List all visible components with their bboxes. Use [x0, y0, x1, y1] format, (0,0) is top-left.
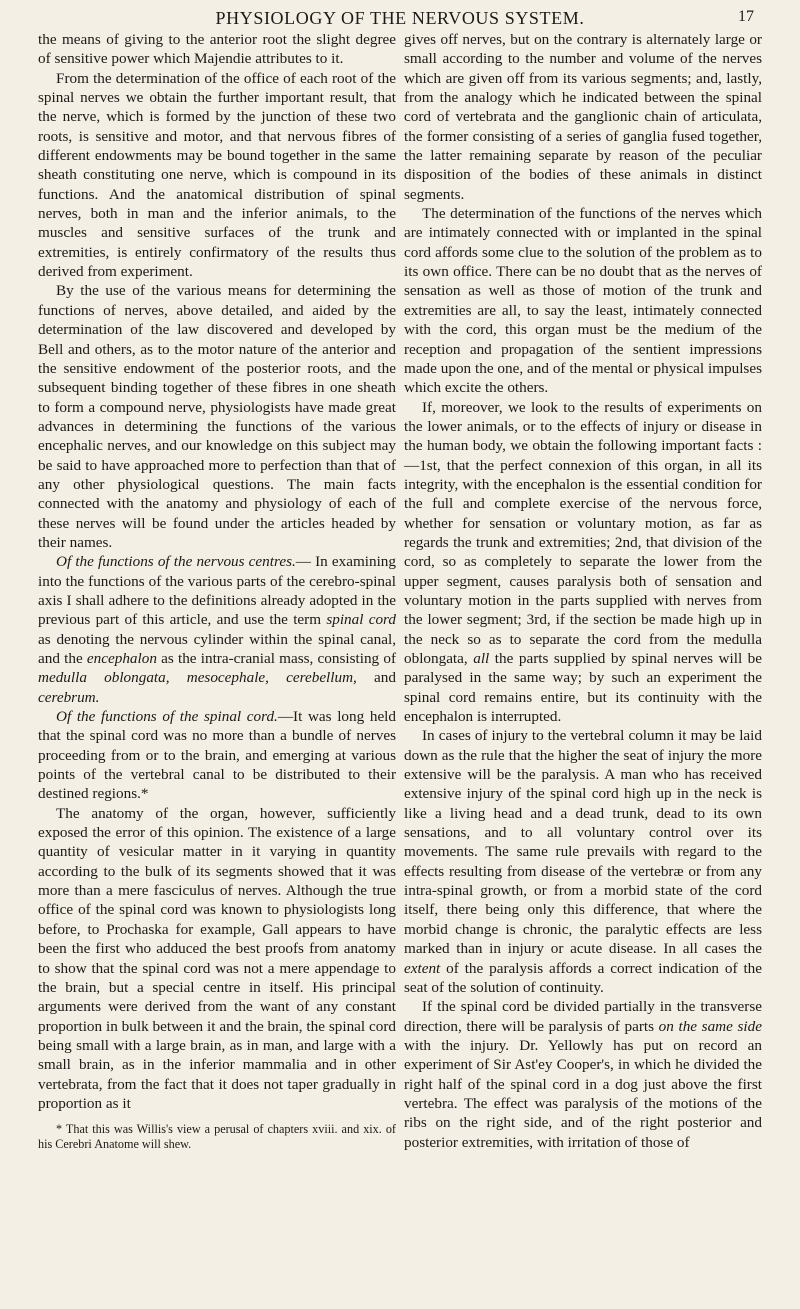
emphasis: extent	[404, 959, 441, 977]
text-run: and	[356, 669, 396, 687]
text-run: as denoting the nervous cylinder within the spinal canal, and the	[38, 630, 396, 667]
text-run: In cases of injury to the vertebral column it may be laid down as the rule that the higher the seat of injury the more extensive will be the paralysis. A man who has received extensive injury of the spinal cord high up in the neck is like a living head and a dead trunk, dead to its own sensations, and to all voluntary control over its movements. The same rule prevails with regard to the effects resulting from disease of the vertebræ or from any intra-spinal growth, or from a morbid state of the cord itself, there being only this difference, that where the morbid change is chronic, the paralytic effects are less marked than in injury or acute disease. In all cases the	[404, 727, 762, 958]
paragraph	[404, 997, 762, 1152]
text-run: If the spinal cord be divided partially in the transverse direction, there will be paralysis of parts	[404, 998, 762, 1035]
term: spinal cord	[326, 611, 396, 629]
term: encephalon	[86, 650, 157, 667]
emphasis: on the same side	[658, 1017, 762, 1035]
text-run: with the injury. Dr. Yellowly has put on record an experiment of Sir Ast'ey Cooper's, in which he divided the right half of the spinal cord in a dog just above the first vertebra. The effect was paralysis of the motions of the ribs on the right side, and of the right posterior and posterior extremities, with irritation of those of	[404, 1036, 762, 1151]
left-column	[38, 30, 396, 1152]
paragraph	[404, 398, 762, 727]
paragraph: From the determination of the office of each root of the spinal nerves we obtain the further important result, that the nerve, which is formed by the junction of these two roots, is sensitive and motor, and that nervous fibres of different endowments may be bound together in the same sheath constituting one nerve, which is compound in its functions. And the anatomical distribution of spinal nerves, both in man and the inferior animals, to the muscles and sensitive surfaces of the trunk and extremities, is entirely confirmatory of the results thus derived from experiment.	[38, 69, 396, 281]
paragraph	[38, 552, 396, 707]
text-run: the parts supplied by spinal nerves will be paralysed in the same way; by such an experiment the spinal cord remains entire, but its continuity with the encephalon is interrupted.	[404, 650, 763, 726]
right-column	[404, 30, 762, 1152]
text-run: as the intra-cranial mass, consisting of	[156, 650, 397, 667]
text-run: —It was long held that the spinal cord was no more than a bundle of nerves proceeding from or to the brain, and emerging at various points of the vertebral canal to be distributed to their destined regions.*	[38, 708, 396, 803]
section-heading: Of the functions of the spinal cord.	[56, 708, 278, 726]
page-number: 17	[738, 8, 754, 25]
footnote: * That this was Willis's view a perusal of chapters xviii. and xix. of his Cerebri Anatome will shew.	[38, 1122, 396, 1152]
paragraph: By the use of the various means for determining the functions of nerves, above detailed, and aided by the determination of the law discovered and developed by Bell and others, as to the motor nature of the anterior and the sensitive endowment of the posterior roots, and the subsequent binding together of these fibres in one sheath to form a compound nerve, physiologists have made great advances in determining the functions of the various encephalic nerves, and our knowledge on this subject may be said to have approached more to perfection than that of any other physiological questions. The main facts connected with the anatomy and physiology of each of these nerves will be found under the articles headed by their names.	[38, 282, 396, 551]
section-heading: Of the functions of the nervous centres.	[56, 553, 296, 571]
paragraph	[38, 707, 396, 804]
term: medulla oblongata, mesocephale, cerebellum,	[38, 669, 357, 687]
emphasis: all	[473, 650, 490, 667]
paragraph: the means of giving to the anterior root the slight degree of sensitive power which Majendie attributes to it.	[38, 31, 396, 68]
paragraph: The determination of the functions of the nerves which are intimately connected with or implanted in the spinal cord affords some clue to the solution of the problem as to its own office. There can be no doubt that as the nerves of sensation as well as those of motion of the trunk and extremities are all, to say the least, intimately connected with the cord, this organ must be the medium of the reception and propagation of the sentient impressions made upon the one, and of the mental or physical impulses which excite the others.	[404, 205, 762, 397]
running-head: PHYSIOLOGY OF THE NERVOUS SYSTEM.	[215, 8, 585, 28]
paragraph: The anatomy of the organ, however, sufficiently exposed the error of this opinion. The existence of a large quantity of vesicular matter in it varying in quantity according to the bulk of its segments showed that it was more than a mere fasciculus of nerves. Although the true office of the spinal cord was known to physiologists long before, to Prochaska for example, Gall appears to have been the first who adduced the best proofs from anatomy to show that the spinal cord was not a mere appendage to the brain, but a special centre in itself. His principal arguments were derived from the want of any constant proportion in bulk between it and the brain, the spinal cord being small with a large brain, as in man, and large with a small brain, as in the inferior mammalia and in other vertebrata, from the fact that it does not taper gradually in proportion as it	[38, 804, 396, 1112]
term: cerebrum.	[38, 688, 100, 706]
paragraph: gives off nerves, but on the contrary is alternately large or small according to the number and volume of the nerves which are given off from its various segments; and, lastly, from the analogy which he indicated between the spinal cord of vertebrata and the ganglionic chain of articulata, the former consisting of a series of ganglia fused together, the latter remaining separate by reason of the peculiar disposition of the bodies of these animals in distinct segments.	[404, 31, 762, 203]
text-run: of the paralysis affords a correct indication of the seat of the solution of continuity.	[404, 959, 762, 996]
text-run: — In examining into the functions of the various parts of the cerebro-spinal axis I shall adhere to the definitions already adopted in the previous part of this article, and use the term	[38, 553, 396, 629]
text-run: If, moreover, we look to the results of experiments on the lower animals, or to the effects of injury or disease in the human body, we obtain the following important facts :—1st, that the perfect connexion of this organ, in all its integrity, with the encephalon is the essential condition for the full and complete exercise of the nervous force, whether for sensation or voluntary motion, as far as regards the trunk and extremities; 2nd, that division of the cord, so as completely to separate the lower from the upper segment, causes paralysis both of sensation and voluntary motion in the parts supplied with nerves from the lower segment; 3rd, if the section be made high up in the neck so as to separate the cord from the medulla oblongata,	[404, 398, 762, 667]
paragraph	[404, 726, 762, 997]
